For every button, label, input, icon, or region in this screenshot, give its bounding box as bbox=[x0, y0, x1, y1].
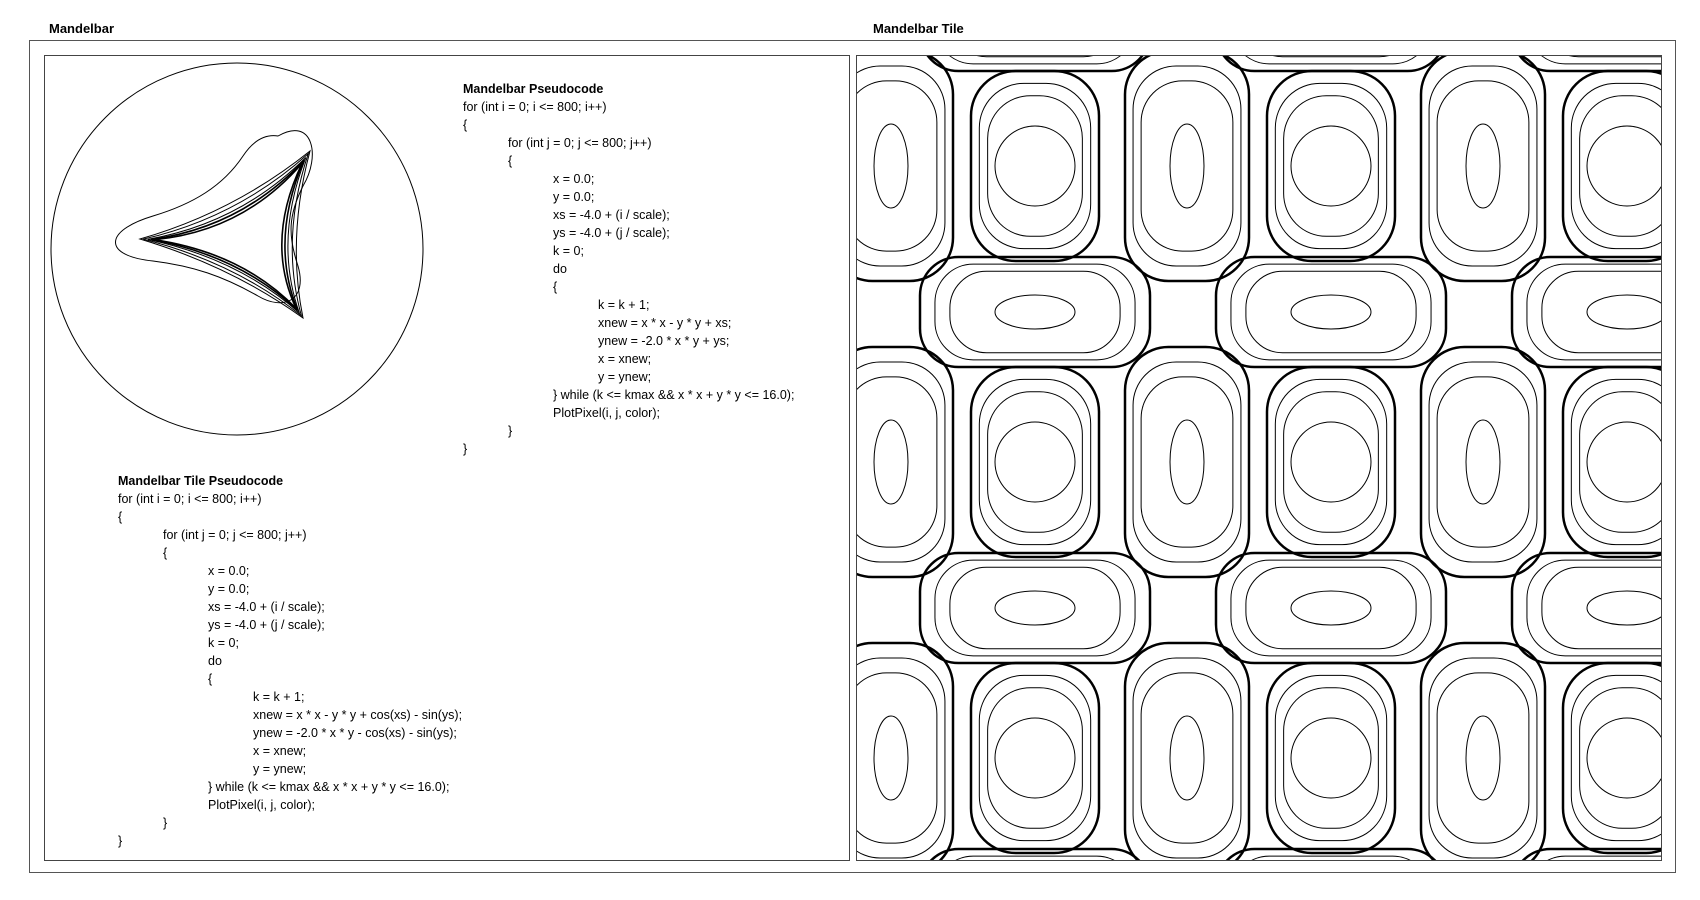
code-line: k = 0; bbox=[553, 244, 584, 258]
code-line: x = xnew; bbox=[598, 352, 652, 366]
cell-ellipse bbox=[1170, 716, 1204, 800]
code-line: xs = -4.0 + (i / scale); bbox=[208, 600, 325, 614]
wide-cell-ring bbox=[1542, 56, 1662, 57]
square-cell-ring bbox=[1580, 688, 1662, 829]
code-line: x = 0.0; bbox=[553, 172, 595, 186]
wide-cell-ring bbox=[920, 257, 1150, 367]
mandelbar-tile-fractal-image bbox=[857, 56, 1662, 861]
square-cell-ring bbox=[1563, 71, 1662, 261]
tall-cell-ring bbox=[1141, 377, 1233, 547]
tall-cell-ring bbox=[1429, 66, 1537, 266]
wide-cell-ring bbox=[1527, 560, 1662, 656]
tall-cell-ring bbox=[1141, 81, 1233, 251]
wide-cell-ring bbox=[1216, 257, 1446, 367]
square-cell-ring bbox=[971, 367, 1099, 557]
wide-cell-ring bbox=[1542, 271, 1662, 352]
square-cell-ring bbox=[971, 663, 1099, 853]
code-line: { bbox=[553, 280, 558, 294]
tricorn-contour bbox=[154, 163, 302, 308]
code-line: ynew = -2.0 * x * y + ys; bbox=[598, 334, 730, 348]
code-line: xnew = x * x - y * y + xs; bbox=[598, 316, 732, 330]
tall-cell-ring bbox=[1125, 56, 1249, 281]
tall-cell-ring bbox=[1421, 56, 1545, 281]
code-line: PlotPixel(i, j, color); bbox=[208, 798, 315, 812]
code-line: { bbox=[163, 546, 168, 560]
square-cell-ring bbox=[1580, 392, 1662, 533]
level-set-curve bbox=[116, 131, 313, 303]
square-cell-ring bbox=[1275, 379, 1386, 544]
cell-circle bbox=[1587, 718, 1662, 798]
tall-cell-ring bbox=[1133, 66, 1241, 266]
square-cell-ring bbox=[1275, 675, 1386, 840]
square-cell-ring bbox=[979, 379, 1090, 544]
mandelbar-pseudocode-title: Mandelbar Pseudocode bbox=[463, 82, 604, 96]
code-line: y = 0.0; bbox=[553, 190, 595, 204]
wide-cell-ring bbox=[1527, 264, 1662, 360]
mandelbar-tile-pseudocode-title: Mandelbar Tile Pseudocode bbox=[118, 474, 284, 488]
cell-ellipse bbox=[1587, 295, 1662, 329]
cell-ellipse bbox=[1170, 420, 1204, 504]
square-cell-ring bbox=[1267, 663, 1395, 853]
code-line: for (int j = 0; j <= 800; j++) bbox=[163, 528, 307, 542]
cell-circle bbox=[1291, 422, 1371, 502]
cell-circle bbox=[1587, 126, 1662, 206]
code-line: ys = -4.0 + (j / scale); bbox=[208, 618, 325, 632]
tall-cell-ring bbox=[1141, 673, 1233, 843]
mandelbar-tile-panel-title: Mandelbar Tile bbox=[873, 21, 964, 36]
wide-cell-ring bbox=[920, 553, 1150, 663]
tall-cell-ring bbox=[1421, 643, 1545, 861]
mandelbar-panel-title: Mandelbar bbox=[49, 21, 115, 36]
tall-cell-ring bbox=[1429, 658, 1537, 858]
tall-cell-ring bbox=[857, 362, 945, 562]
mandelbar-tile-pseudocode bbox=[118, 472, 462, 850]
code-line: } while (k <= kmax && x * x + y * y <= 16.0); bbox=[553, 388, 795, 402]
cell-ellipse bbox=[1291, 295, 1371, 329]
square-cell-ring bbox=[1563, 367, 1662, 557]
wide-cell-ring bbox=[1542, 567, 1662, 648]
wide-cell-ring bbox=[950, 567, 1120, 648]
square-cell-ring bbox=[1267, 71, 1395, 261]
code-line: ynew = -2.0 * x * y - cos(xs) - sin(ys); bbox=[253, 726, 457, 740]
code-line: do bbox=[208, 654, 222, 668]
square-cell-ring bbox=[1571, 675, 1662, 840]
tall-cell-ring bbox=[1125, 347, 1249, 577]
tall-cell-ring bbox=[1437, 81, 1529, 251]
cell-ellipse bbox=[874, 420, 908, 504]
code-line: x = 0.0; bbox=[208, 564, 250, 578]
mandelbar-pseudocode-lines bbox=[463, 98, 794, 458]
cell-circle bbox=[1291, 718, 1371, 798]
square-cell-ring bbox=[979, 83, 1090, 248]
wide-cell-ring bbox=[1246, 56, 1416, 57]
code-line: for (int j = 0; j <= 800; j++) bbox=[508, 136, 652, 150]
cell-ellipse bbox=[1466, 124, 1500, 208]
code-line: { bbox=[463, 118, 468, 132]
square-cell-ring bbox=[988, 96, 1083, 237]
wide-cell-ring bbox=[1246, 567, 1416, 648]
tricorn-contour bbox=[151, 160, 304, 310]
tall-cell-ring bbox=[1437, 673, 1529, 843]
code-line: { bbox=[508, 154, 513, 168]
code-line: x = xnew; bbox=[253, 744, 307, 758]
mandelbar-panel bbox=[44, 55, 850, 861]
code-line: ys = -4.0 + (j / scale); bbox=[553, 226, 670, 240]
wide-cell-ring bbox=[1231, 856, 1431, 861]
cell-ellipse bbox=[995, 295, 1075, 329]
code-line: k = 0; bbox=[208, 636, 239, 650]
wide-cell-ring bbox=[935, 856, 1135, 861]
code-line: } bbox=[508, 424, 513, 438]
tall-cell-ring bbox=[1133, 658, 1241, 858]
square-cell-ring bbox=[1275, 83, 1386, 248]
tall-cell-ring bbox=[857, 658, 945, 858]
escape-radius-circle bbox=[51, 63, 423, 435]
wide-cell-ring bbox=[1527, 856, 1662, 861]
code-line: k = k + 1; bbox=[253, 690, 305, 704]
code-line: { bbox=[118, 510, 123, 524]
code-line: y = ynew; bbox=[598, 370, 652, 384]
cell-circle bbox=[995, 718, 1075, 798]
wide-cell-ring bbox=[950, 271, 1120, 352]
mandelbar-tile-panel bbox=[856, 55, 1662, 861]
tall-cell-ring bbox=[857, 56, 953, 281]
square-cell-ring bbox=[1284, 96, 1379, 237]
cell-ellipse bbox=[1587, 591, 1662, 625]
code-line: } while (k <= kmax && x * x + y * y <= 16.0); bbox=[208, 780, 450, 794]
tall-cell-ring bbox=[857, 66, 945, 266]
square-cell-ring bbox=[1571, 83, 1662, 248]
cell-ellipse bbox=[1466, 420, 1500, 504]
cell-ellipse bbox=[874, 716, 908, 800]
cell-ellipse bbox=[874, 124, 908, 208]
tall-cell-ring bbox=[1125, 643, 1249, 861]
cell-circle bbox=[1587, 422, 1662, 502]
code-line: { bbox=[208, 672, 213, 686]
square-cell-ring bbox=[988, 688, 1083, 829]
square-cell-ring bbox=[979, 675, 1090, 840]
mandelbar-tile-pseudocode-lines bbox=[118, 490, 462, 850]
wide-cell-ring bbox=[1216, 553, 1446, 663]
square-cell-ring bbox=[1563, 663, 1662, 853]
square-cell-ring bbox=[1284, 688, 1379, 829]
tall-cell-ring bbox=[1437, 377, 1529, 547]
tall-cell-ring bbox=[857, 673, 937, 843]
code-line: k = k + 1; bbox=[598, 298, 650, 312]
square-cell-ring bbox=[1267, 367, 1395, 557]
code-line: xnew = x * x - y * y + cos(xs) - sin(ys); bbox=[253, 708, 463, 722]
cell-circle bbox=[995, 126, 1075, 206]
cell-ellipse bbox=[1466, 716, 1500, 800]
cell-ellipse bbox=[1170, 124, 1204, 208]
code-line: } bbox=[163, 816, 168, 830]
tall-cell-ring bbox=[857, 377, 937, 547]
mandelbar-set-body bbox=[140, 151, 310, 318]
square-cell-ring bbox=[971, 71, 1099, 261]
square-cell-ring bbox=[1580, 96, 1662, 237]
square-cell-ring bbox=[988, 392, 1083, 533]
code-line: y = ynew; bbox=[253, 762, 307, 776]
code-line: } bbox=[118, 834, 123, 848]
cell-circle bbox=[1291, 126, 1371, 206]
code-line: xs = -4.0 + (i / scale); bbox=[553, 208, 670, 222]
cell-ellipse bbox=[1291, 591, 1371, 625]
tall-cell-ring bbox=[857, 81, 937, 251]
code-line: for (int i = 0; i <= 800; i++) bbox=[463, 100, 607, 114]
cell-ellipse bbox=[995, 591, 1075, 625]
mandelbar-pseudocode bbox=[463, 80, 794, 458]
tall-cell-ring bbox=[1421, 347, 1545, 577]
code-line: } bbox=[463, 442, 468, 456]
tall-cell-ring bbox=[1133, 362, 1241, 562]
wide-cell-ring bbox=[1216, 849, 1446, 861]
square-cell-ring bbox=[1284, 392, 1379, 533]
code-line: do bbox=[553, 262, 567, 276]
code-line: PlotPixel(i, j, color); bbox=[553, 406, 660, 420]
cell-circle bbox=[995, 422, 1075, 502]
code-line: y = 0.0; bbox=[208, 582, 250, 596]
tall-cell-ring bbox=[1429, 362, 1537, 562]
wide-cell-ring bbox=[1246, 271, 1416, 352]
square-cell-ring bbox=[1571, 379, 1662, 544]
wide-cell-ring bbox=[950, 56, 1120, 57]
code-line: for (int i = 0; i <= 800; i++) bbox=[118, 492, 262, 506]
wide-cell-ring bbox=[920, 849, 1150, 861]
